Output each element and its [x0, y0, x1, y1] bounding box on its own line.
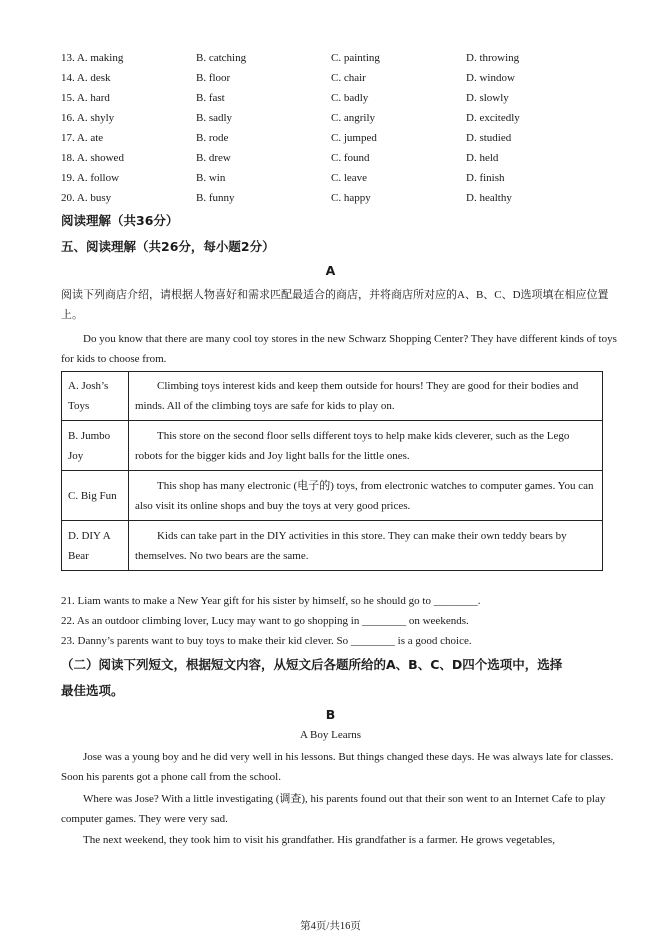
table-row	[62, 521, 603, 571]
store-description: This store on the second floor sells different toys to help make kids cleverer, such as the Lego robots for the bigger kids and Joy light balls for the little ones.	[129, 421, 603, 471]
option-a: 19. A. follow	[61, 172, 120, 184]
option-d: D. excitedly	[466, 112, 520, 124]
option-b: B. drew	[196, 152, 231, 164]
store-description: Kids can take part in the DIY activities in this store. They can make their own teddy bears by themselves. No two bears are the same.	[129, 521, 603, 571]
question-21: 21. Liam wants to make a New Year gift for his sister by himself, so he should go to ________.	[61, 595, 481, 607]
store-name: B. Jumbo Joy	[62, 421, 129, 471]
passage-b-paragraph-2: Where was Jose? With a little investigating (调查), his parents found out that their son went to an Internet Cafe to play computer games. They were very sad.	[61, 793, 606, 825]
store-name: C. Big Fun	[62, 471, 129, 521]
store-name: D. DIY A Bear	[62, 521, 129, 571]
option-b: B. floor	[196, 72, 231, 84]
passage-b-paragraph-1: Jose was a young boy and he did very well in his lessons. But things changed these days. He was always late for classes. Soon his parents got a phone call from the school.	[61, 751, 614, 783]
page-number-footer: 第4页/共16页	[300, 921, 361, 932]
option-d: D. throwing	[466, 52, 520, 64]
option-a: 20. A. busy	[61, 192, 112, 204]
option-d: D. held	[466, 152, 499, 164]
table-row	[62, 421, 603, 471]
option-c: C. happy	[331, 192, 371, 204]
option-b: B. funny	[196, 192, 235, 204]
table-row	[62, 471, 603, 521]
option-b: B. sadly	[196, 112, 233, 124]
section-two-heading-line2: 最佳选项。	[61, 683, 124, 698]
option-a: 18. A. showed	[61, 152, 124, 164]
option-a: 15. A. hard	[61, 92, 110, 104]
option-c: C. angrily	[331, 112, 375, 124]
section-reading-heading: 阅读理解（共36分）	[61, 213, 179, 228]
option-d: D. healthy	[466, 192, 512, 204]
passage-b-title: A Boy Learns	[299, 729, 362, 741]
passage-a-intro: Do you know that there are many cool toy stores in the new Schwarz Shopping Center? They have different kinds of toys for kids to choose from.	[61, 333, 617, 365]
table-row	[62, 372, 603, 421]
store-description: Climbing toys interest kids and keep them outside for hours! They are good for their bodies and minds. All of the climbing toys are safe for kids to play on.	[129, 372, 603, 421]
option-a: 16. A. shyly	[61, 112, 115, 124]
passage-a-instructions: 阅读下列商店介绍，请根据人物喜好和需求匹配最适合的商店，并将商店所对应的A、B、C、D选项填在相应位置上。	[61, 289, 609, 321]
section-five-heading: 五、阅读理解（共26分，每小题2分）	[61, 239, 275, 254]
passage-a-label: A	[325, 263, 336, 278]
option-d: D. window	[466, 72, 515, 84]
store-description: This shop has many electronic (电子的) toys, from electronic watches to computer games. You can also visit its online shops and buy the toys at very good prices.	[129, 471, 603, 521]
option-c: C. leave	[331, 172, 368, 184]
option-b: B. catching	[196, 52, 247, 64]
option-c: C. found	[331, 152, 370, 164]
option-b: B. rode	[196, 132, 229, 144]
passage-b-paragraph-3: The next weekend, they took him to visit his grandfather. His grandfather is a farmer. He grows vegetables,	[83, 834, 555, 846]
option-a: 17. A. ate	[61, 132, 104, 144]
section-two-heading-line1: （二）阅读下列短文，根据短文内容，从短文后各题所给的A、B、C、D四个选项中，选择	[61, 657, 563, 672]
option-b: B. win	[196, 172, 226, 184]
option-d: D. finish	[466, 172, 505, 184]
option-b: B. fast	[196, 92, 225, 104]
question-22: 22. As an outdoor climbing lover, Lucy may want to go shopping in ________ on weekends.	[61, 615, 469, 627]
option-c: C. badly	[331, 92, 369, 104]
option-d: D. slowly	[466, 92, 509, 104]
option-c: C. jumped	[331, 132, 377, 144]
option-a: 14. A. desk	[61, 72, 111, 84]
question-23: 23. Danny’s parents want to buy toys to make their kid clever. So ________ is a good choice.	[61, 635, 472, 647]
store-table	[61, 371, 603, 571]
option-c: C. painting	[331, 52, 380, 64]
option-c: C. chair	[331, 72, 366, 84]
option-a: 13. A. making	[61, 52, 124, 64]
passage-b-label: B	[325, 707, 336, 722]
store-name: A. Josh’s Toys	[62, 372, 129, 421]
option-d: D. studied	[466, 132, 512, 144]
